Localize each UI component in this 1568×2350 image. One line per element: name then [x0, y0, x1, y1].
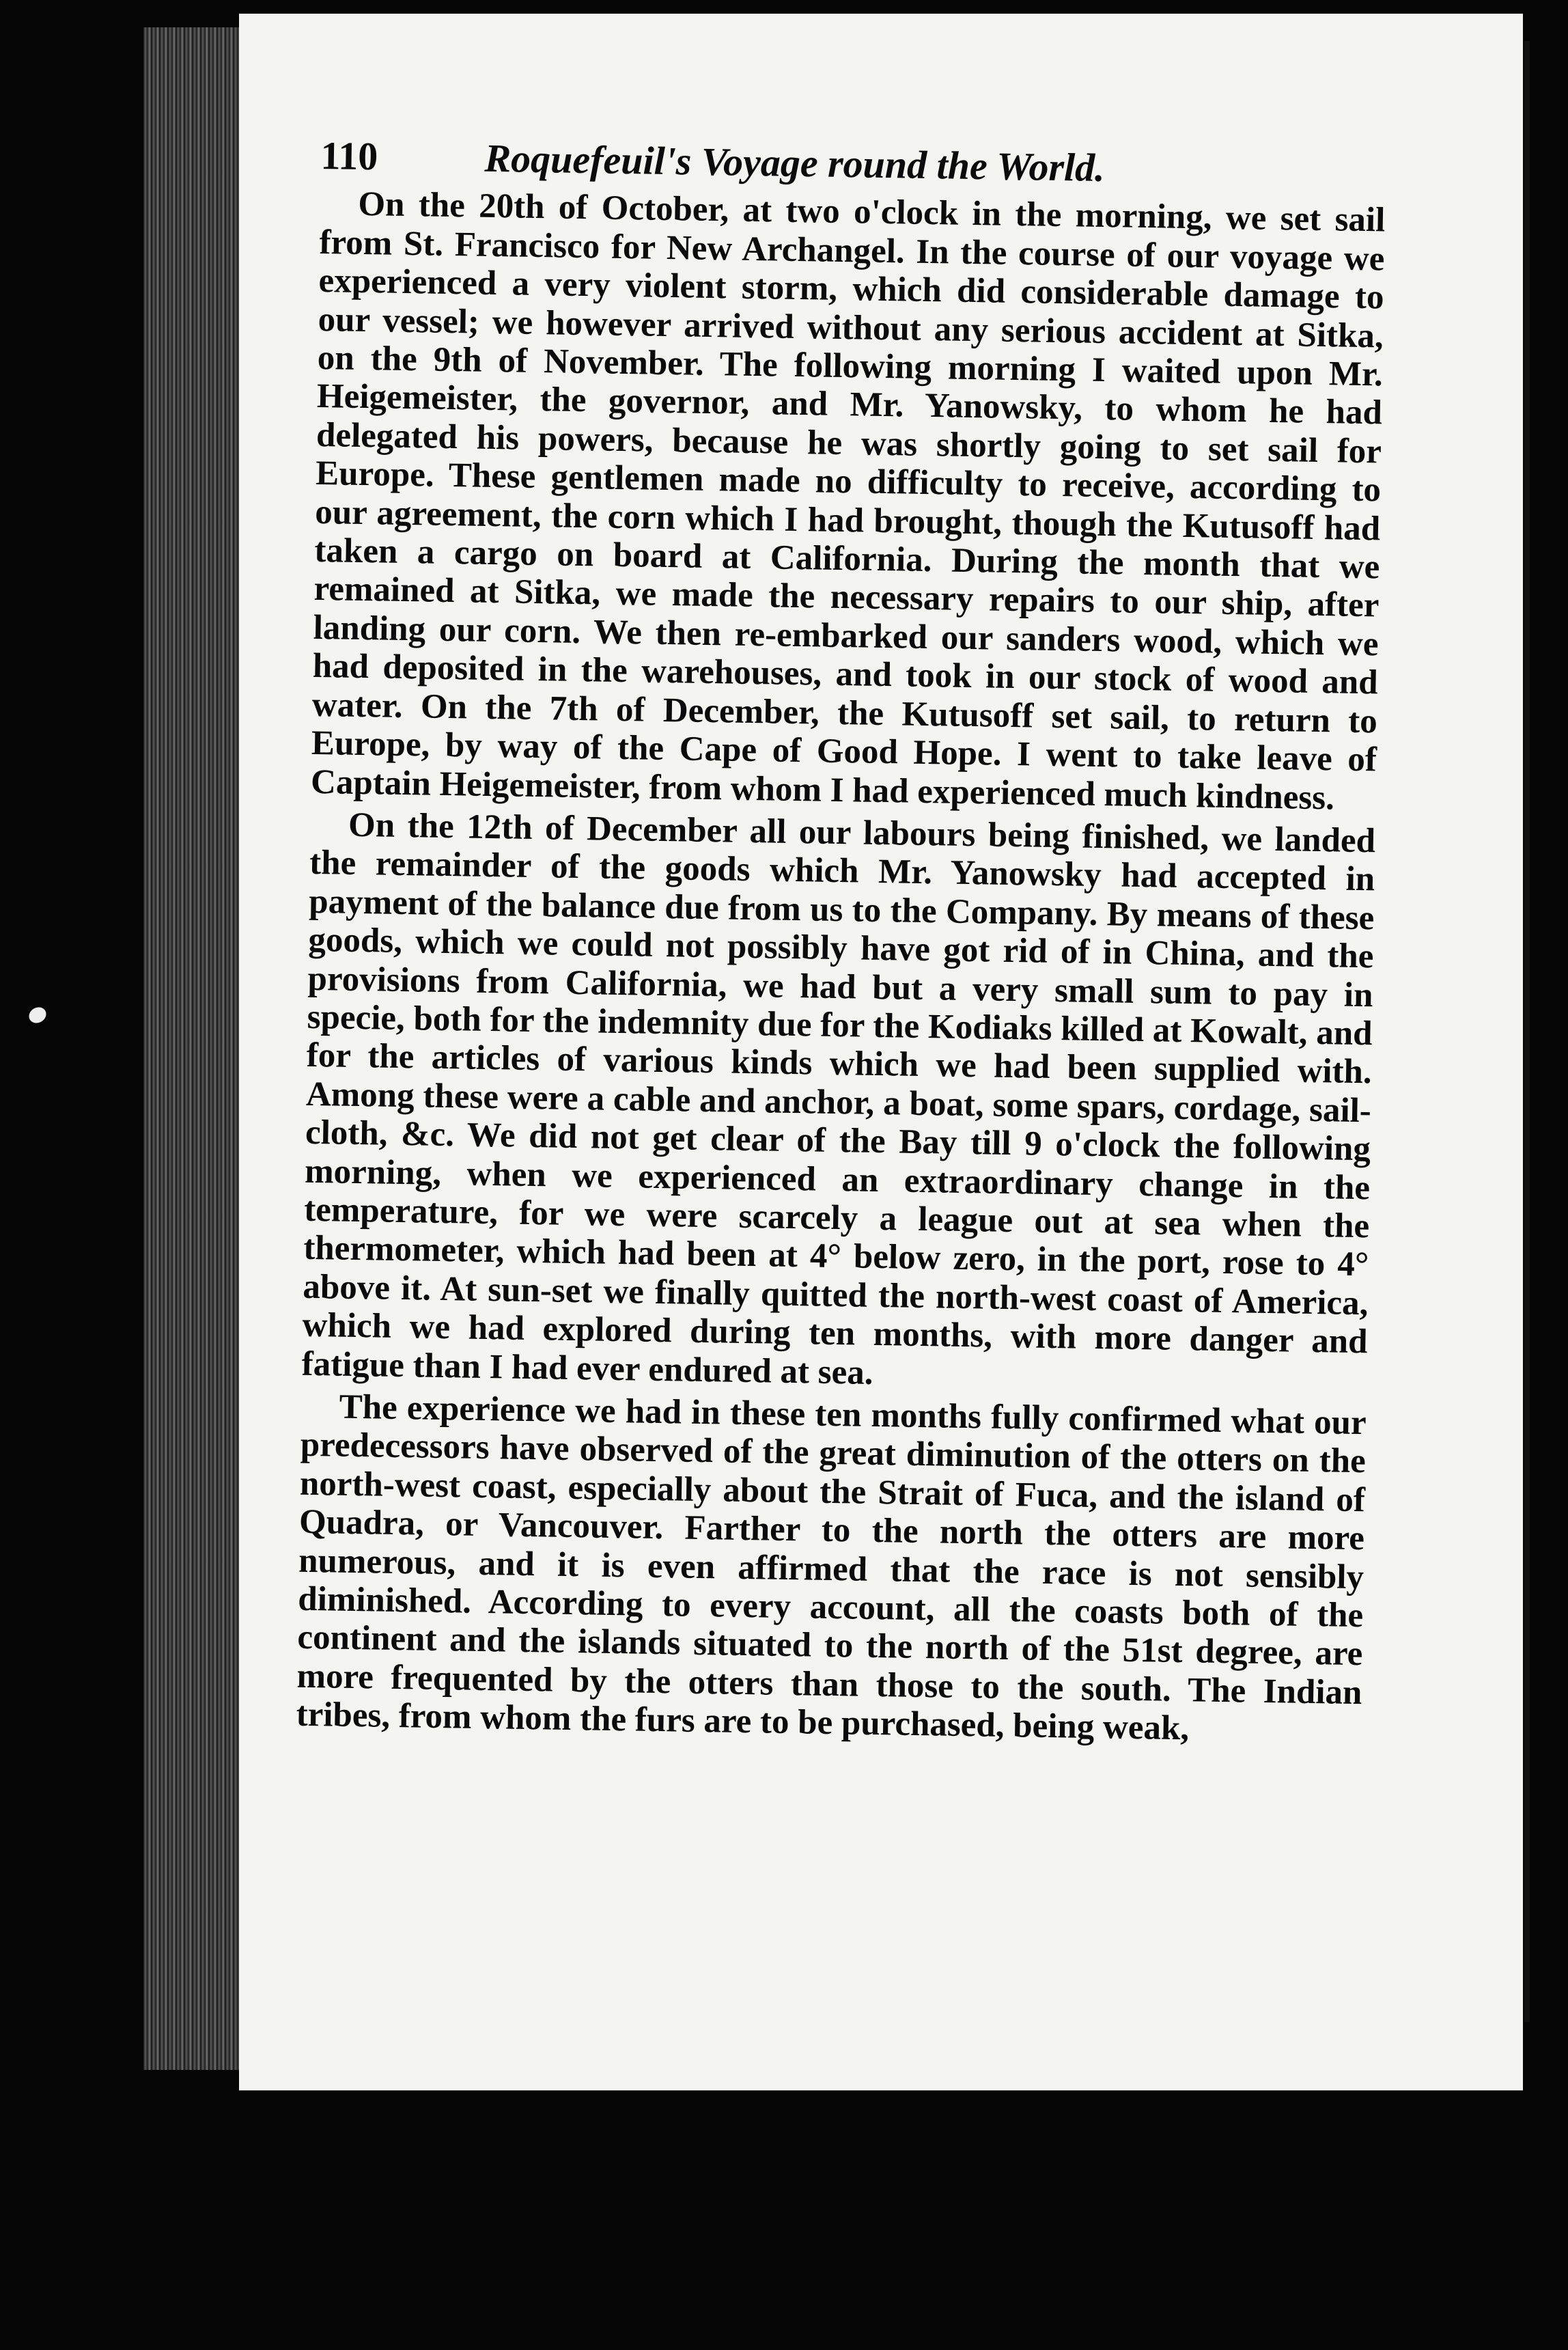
paragraph-2: On the 12th of December all our labours being finished, we landed the remainder of the goods which Mr. Yanowsky had accepted in payment of the balance due from us to the Company. By means of these goods, which we could not possibly have got rid of in China, and the provisions from California, we had but a very small sum to pay in specie, both for the indemnity due for the Kodiaks killed at Kowalt, and for the articles of various kinds which we had been supplied with. Among these were a cable and anchor, a boat, some spars, cordage, sail-cloth, &c. We did not get clear of the Bay till 9 o'clock the following morning, when we experienced an extraordinary change in the temperature, for we were scarcely a league out at sea when the thermometer, which had been at 4° below zero, in the port, rose to 4° above it. At sun-set we finally quitted the north-west coast of America, which we had explored during ten months, with more danger and fatigue than I had ever endured at sea.: [301, 805, 1376, 1392]
paragraph-3: The experience we had in these ten months fully confirmed what our predecessors have observed of the great diminution of the otters on the north-west coast, especially about the Strait of Fuca, and the island of Quadra, or Vancouver. Farther to the north the otters are more numerous, and it is even affirmed that the race is not sensibly diminished. According to every account, all the coasts both of the continent and the islands situated to the north of the 51st degree, are more frequented by the otters than those to the south. The Indian tribes, from whom the furs are to be purchased, being weak,: [296, 1387, 1367, 1748]
running-title: Roquеfeuil's Voyage round the World.: [484, 135, 1106, 191]
right-page-edge: [1524, 41, 1530, 2022]
paragraph-1: On the 20th of October, at two o'clock in the morning, we set sail from St. Francisco for New Archangel. In the course of our voyage we experienced a very violent storm, which did considerable damage to our vessel; we however arrived without any serious accident at Sitka, on the 9th of November. The following morning I waited upon Mr. Heigemeister, the governor, and Mr. Yanowsky, to whom he had delegated his powers, because he was shortly going to set sail for Europe. These gentlemen made no difficulty to receive, according to our agreement, the corn which I had brought, though the Kutusoff had taken a cargo on board at California. During the month that we remained at Sitka, we made the necessary repairs to our ship, after landing our corn. We then re-embarked our sanders wood, which we had deposited in the warehouses, and took in our stock of wood and water. On the 7th of December, the Kutusoff set sail, to return to Europe, by way of the Cape of Good Hope. I went to take leave of Captain Heigemeister, from whom I had experienced much kindness.: [310, 185, 1386, 817]
page-number: 110: [320, 133, 378, 179]
page-text: [296, 133, 1386, 1751]
page-edges: [143, 27, 246, 2070]
